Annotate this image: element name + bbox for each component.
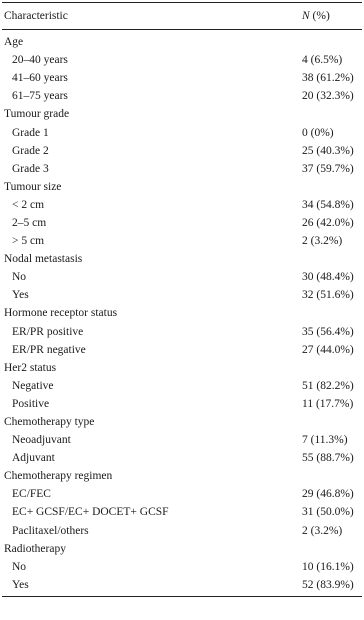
table-row — [2, 558, 362, 576]
row-value: 38 (61.2%) — [302, 72, 354, 85]
table-row — [2, 268, 362, 286]
row-label: No — [12, 271, 27, 284]
row-label: ER/PR positive — [12, 325, 84, 338]
table-row — [2, 51, 362, 69]
row-label: Neoadjuvant — [12, 434, 71, 447]
table-row — [2, 196, 362, 214]
row-value: 25 (40.3%) — [302, 144, 354, 157]
row-value: 37 (59.7%) — [302, 162, 354, 175]
row-value: 52 (83.9%) — [302, 578, 354, 591]
group-label: Chemotherapy regimen — [4, 470, 113, 483]
row-label: 2–5 cm — [12, 216, 47, 229]
row-value: 7 (11.3%) — [302, 434, 348, 447]
characteristics-table — [2, 0, 362, 597]
group-label: Tumour grade — [4, 108, 70, 121]
table-row — [2, 431, 362, 449]
row-value: 51 (82.2%) — [302, 379, 354, 392]
table-row — [2, 323, 362, 341]
row-value: 34 (54.8%) — [302, 198, 354, 211]
row-value: 35 (56.4%) — [302, 325, 354, 338]
row-value: 32 (51.6%) — [302, 289, 354, 302]
table-group-row — [2, 359, 362, 377]
table-row — [2, 142, 362, 160]
table-row — [2, 232, 362, 250]
row-label: Grade 2 — [12, 144, 49, 157]
table-group-row — [2, 105, 362, 123]
header-percent: (%) — [309, 10, 330, 22]
row-value: 4 (6.5%) — [302, 54, 343, 67]
row-label: ER/PR negative — [12, 343, 86, 356]
row-label: < 2 cm — [12, 198, 45, 211]
row-value: 26 (42.0%) — [302, 216, 354, 229]
group-label: Nodal metastasis — [4, 253, 83, 266]
table-row — [2, 377, 362, 395]
table-row — [2, 286, 362, 304]
row-label: Yes — [12, 289, 29, 302]
table-row — [2, 87, 362, 105]
row-label: Negative — [12, 379, 54, 392]
row-value: 29 (46.8%) — [302, 488, 354, 501]
table-row — [2, 449, 362, 467]
table-bottom-rule — [2, 596, 362, 597]
row-value: 31 (50.0%) — [302, 506, 354, 519]
table-row — [2, 214, 362, 232]
row-label: EC+ GCSF/EC+ DOCET+ GCSF — [12, 506, 169, 519]
table-group-row — [2, 178, 362, 196]
group-label: Tumour size — [4, 180, 62, 193]
row-label: Yes — [12, 578, 29, 591]
row-label: EC/FEC — [12, 488, 51, 501]
row-label: 20–40 years — [12, 54, 68, 67]
row-label: 41–60 years — [12, 72, 68, 85]
row-label: 61–75 years — [12, 90, 68, 103]
header-characteristic: Characteristic — [4, 10, 68, 22]
row-label: Grade 3 — [12, 162, 49, 175]
table-row — [2, 522, 362, 540]
row-value: 0 (0%) — [302, 126, 334, 139]
group-label: Her2 status — [4, 361, 57, 374]
row-label: > 5 cm — [12, 235, 45, 248]
table-body — [2, 33, 362, 594]
table-row — [2, 69, 362, 87]
row-label: No — [12, 560, 27, 573]
table-group-row — [2, 304, 362, 322]
table-header-row — [2, 3, 362, 29]
header-n: N — [302, 10, 310, 22]
table-row — [2, 576, 362, 594]
row-value: 55 (88.7%) — [302, 452, 354, 465]
table-group-row — [2, 413, 362, 431]
row-value: 2 (3.2%) — [302, 524, 343, 537]
row-value: 20 (32.3%) — [302, 90, 354, 103]
row-value: 2 (3.2%) — [302, 235, 343, 248]
table-row — [2, 485, 362, 503]
table-row — [2, 341, 362, 359]
group-label: Hormone receptor status — [4, 307, 118, 320]
row-value: 27 (44.0%) — [302, 343, 354, 356]
header-n-percent — [302, 10, 362, 22]
group-label: Chemotherapy type — [4, 416, 95, 429]
row-value: 10 (16.1%) — [302, 560, 354, 573]
table-row — [2, 160, 362, 178]
group-label: Radiotherapy — [4, 542, 66, 555]
row-label: Grade 1 — [12, 126, 49, 139]
table-group-row — [2, 540, 362, 558]
table-row — [2, 395, 362, 413]
table-group-row — [2, 33, 362, 51]
table-row — [2, 123, 362, 141]
row-label: Positive — [12, 397, 50, 410]
table-group-row — [2, 467, 362, 485]
row-value: 30 (48.4%) — [302, 271, 354, 284]
group-label: Age — [4, 36, 24, 49]
table-group-row — [2, 250, 362, 268]
row-value: 11 (17.7%) — [302, 397, 354, 410]
row-label: Paclitaxel/others — [12, 524, 89, 537]
row-label: Adjuvant — [12, 452, 55, 465]
table-row — [2, 503, 362, 521]
